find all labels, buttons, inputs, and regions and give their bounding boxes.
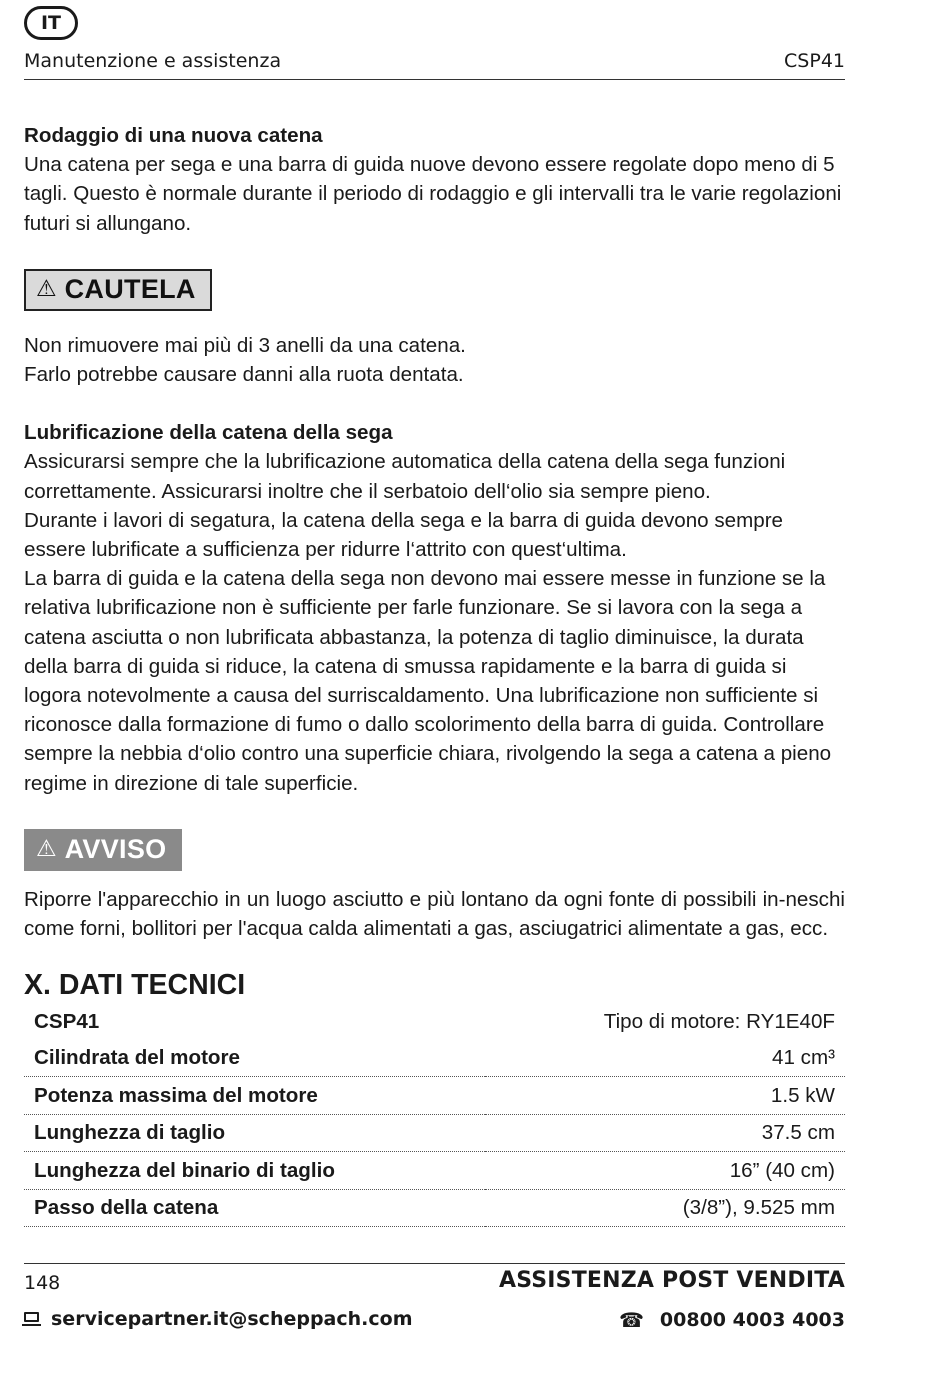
- spec-value: 16” (40 cm): [485, 1152, 846, 1190]
- caution-line-2: Farlo potrebbe causare danni alla ruota dentata.: [24, 363, 464, 387]
- caution-label: [24, 269, 212, 311]
- main-content: [24, 121, 845, 1227]
- specs-engine-type: Tipo di motore: RY1E40F: [603, 1009, 835, 1033]
- laptop-icon: [24, 1312, 39, 1322]
- table-row: [24, 1152, 845, 1190]
- phone-icon: ☎: [618, 1308, 644, 1332]
- after-sales-heading: ASSISTENZA POST VENDITA: [498, 1268, 845, 1293]
- lubrication-text-2: Durante i lavori di segatura, la catena della sega e la barra di guida devono sempre essere lubrificate a sufficienza per ridurre l‘attrito con quest‘ultima.: [24, 508, 784, 562]
- table-row: [24, 1189, 845, 1227]
- spec-label: Passo della catena: [24, 1189, 485, 1227]
- header-divider: [24, 79, 845, 80]
- service-email-text[interactable]: servicepartner.it@scheppach.com: [51, 1308, 413, 1330]
- notice-text: Riporre l'apparecchio in un luogo asciutto e più lontano da ogni fonte di possibili in-neschi come forni, bollitori per l'acqua calda alimentati a gas, asciugatrici alimentate a gas, ecc.: [24, 887, 845, 941]
- spec-value: 41 cm³: [485, 1040, 846, 1077]
- service-phone-text[interactable]: 00800 4003 4003: [659, 1309, 845, 1331]
- spec-label: Lunghezza di taglio: [24, 1114, 485, 1152]
- spec-label: Lunghezza del binario di taglio: [24, 1152, 485, 1190]
- specs-section-title: X. DATI TECNICI: [24, 969, 246, 1002]
- caution-line-1: Non rimuovere mai più di 3 anelli da una catena.: [24, 333, 466, 357]
- notice-label-text: AVVISO: [64, 834, 167, 865]
- specs-model: CSP41: [34, 1009, 100, 1033]
- language-badge: IT: [24, 6, 78, 40]
- page-number: 148: [24, 1272, 61, 1294]
- service-email[interactable]: [24, 1308, 413, 1330]
- chain-break-in-text: Una catena per sega e una barra di guida nuove devono essere regolate dopo meno di 5 tagli. Questo è normale durante il periodo di rodaggio e gli intervalli tra le varie regolazioni futuri si allungano.: [24, 153, 842, 235]
- table-row: [24, 1077, 845, 1115]
- lubrication-text-1: Assicurarsi sempre che la lubrificazione automatica della catena della sega funzioni correttamente. Assicurarsi inoltre che il serbatoio dell‘olio sia sempre pieno.: [24, 450, 786, 503]
- specs-header-row: [24, 1003, 845, 1040]
- header-section-title: Manutenzione e assistenza: [24, 50, 282, 72]
- chain-break-in-heading: Rodaggio di una nuova catena: [24, 124, 323, 147]
- spec-value: 1.5 kW: [485, 1077, 846, 1115]
- lubrication-heading: Lubrificazione della catena della sega: [24, 421, 393, 445]
- header-model: CSP41: [784, 50, 845, 72]
- warning-triangle-icon: ⚠: [36, 836, 57, 863]
- notice-label: [24, 829, 182, 871]
- table-row: [24, 1040, 845, 1077]
- caution-label-text: CAUTELA: [64, 274, 196, 305]
- service-phone[interactable]: [619, 1308, 845, 1332]
- table-row: [24, 1114, 845, 1152]
- spec-value: (3/8”), 9.525 mm: [485, 1189, 846, 1227]
- warning-triangle-icon: ⚠: [36, 276, 57, 303]
- spec-value: 37.5 cm: [485, 1114, 846, 1152]
- footer-divider: [24, 1263, 845, 1264]
- spec-label: Cilindrata del motore: [24, 1040, 485, 1077]
- specs-table: [24, 1003, 845, 1227]
- spec-label: Potenza massima del motore: [24, 1077, 485, 1115]
- lubrication-text-3: La barra di guida e la catena della sega non devono mai essere messe in funzione se la relativa lubrificazione non è sufficiente per farle funzionare. Se si lavora con la sega a catena asciutta o non lubrificata abbastanza, la potenza di taglio diminuisce, la durata della barra di guida si riduce, la catena di smussa rapidamente e la barra di guida si logora notevolmente a causa del surriscaldamento. Una lubrificazione non sufficiente si riconosce dalla formazione di fumo o dallo scolorimento della barra di guida. Controllare sempre la nebbia d‘olio contro una superficie chiara, rivolgendo la sega a catena a pieno regime in direzione di tale superficie.: [24, 567, 832, 795]
